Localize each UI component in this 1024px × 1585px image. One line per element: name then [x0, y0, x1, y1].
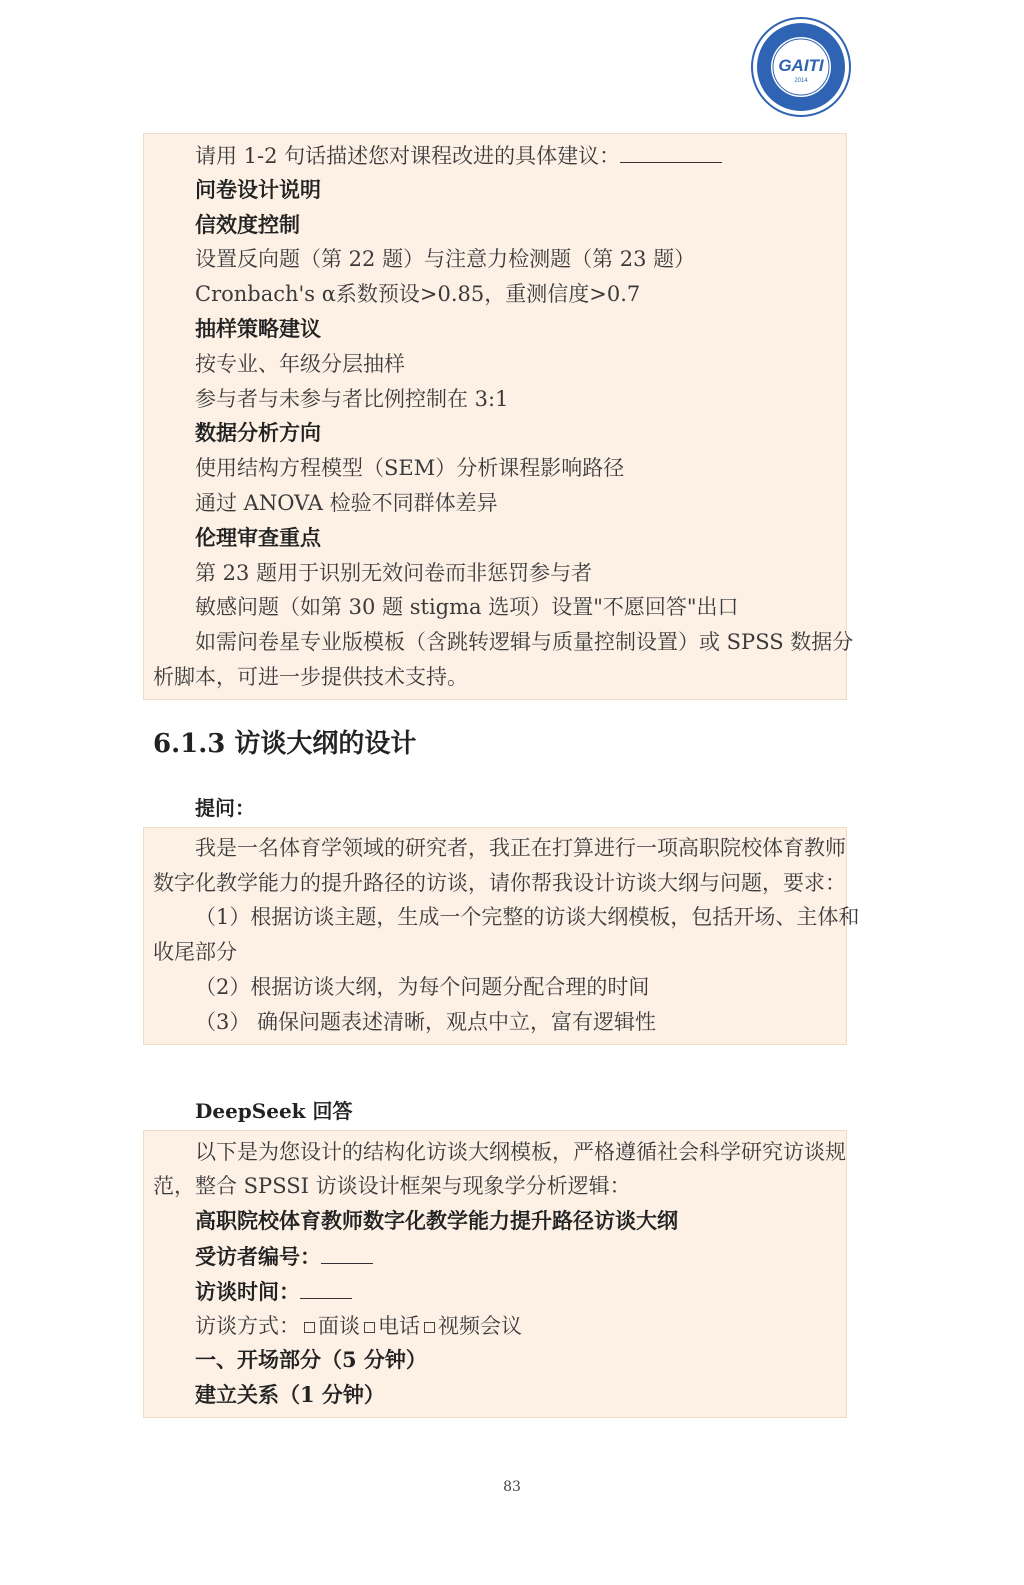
box2-line: （3） 确保问题表述清晰，观点中立，富有逻辑性 — [195, 1010, 657, 1034]
box1-line: 请用 1-2 句话描述您对课程改进的具体建议： — [195, 142, 722, 169]
logo-text: GAITI — [778, 56, 824, 75]
box1-subheading: 问卷设计说明 — [195, 177, 321, 202]
box1-line: Cronbach's α系数预设>0.85，重测信度>0.7 — [195, 282, 641, 306]
box1-subheading: 抽样策略建议 — [195, 316, 321, 341]
box1-line: 参与者与未参与者比例控制在 3:1 — [195, 387, 509, 411]
box1-line: 析脚本，可进一步提供技术支持。 — [153, 665, 468, 689]
page-number: 83 — [503, 1479, 521, 1495]
gaiti-logo — [750, 16, 852, 118]
box3-subheading: 建立关系（1 分钟） — [195, 1382, 385, 1407]
box1-line: 使用结构方程模型（SEM）分析课程影响路径 — [195, 456, 625, 480]
box1-line: 按专业、年级分层抽样 — [195, 352, 405, 376]
box1-line: 设置反向题（第 22 题）与注意力检测题（第 23 题） — [195, 247, 696, 271]
box1-line: 敏感问题（如第 30 题 stigma 选项）设置"不愿回答"出口 — [195, 595, 739, 619]
checkbox-icon — [424, 1322, 435, 1333]
box1-line: 如需问卷星专业版模板（含跳转逻辑与质量控制设置）或 SPSS 数据分 — [195, 630, 854, 654]
logo-year: 2014 — [794, 78, 808, 84]
box1-subheading: 信效度控制 — [195, 212, 300, 237]
box1-line: 第 23 题用于识别无效问卷而非惩罚参与者 — [195, 561, 593, 585]
box2-line: 我是一名体育学领域的研究者，我正在打算进行一项高职院校体育教师 — [195, 836, 846, 860]
box3-field: 受访者编号： — [195, 1243, 373, 1270]
question-label: 提问： — [195, 796, 255, 820]
box1-subheading: 数据分析方向 — [195, 420, 321, 445]
checkbox-icon — [364, 1322, 375, 1333]
section-heading: 6.1.3 访谈大纲的设计 — [153, 729, 417, 759]
box3-line: 以下是为您设计的结构化访谈大纲模板，严格遵循社会科学研究访谈规 — [195, 1140, 846, 1164]
box2-line: 收尾部分 — [153, 940, 237, 964]
box3-field: 访谈方式： 面谈 电话 视频会议 — [195, 1314, 522, 1338]
box3-field: 访谈时间： — [195, 1278, 352, 1305]
box2-line: 数字化教学能力的提升路径的访谈，请你帮我设计访谈大纲与问题，要求： — [153, 871, 846, 895]
box3-line: 范，整合 SPSSI 访谈设计框架与现象学分析逻辑： — [153, 1174, 631, 1198]
box1-subheading: 伦理审查重点 — [195, 525, 321, 550]
box2-line: （1）根据访谈主题，生成一个完整的访谈大纲模板，包括开场、主体和 — [195, 905, 860, 929]
box2-line: （2）根据访谈大纲，为每个问题分配合理的时间 — [195, 975, 650, 999]
answer-label: DeepSeek 回答 — [195, 1099, 353, 1123]
checkbox-icon — [304, 1322, 315, 1333]
box3-title: 高职院校体育教师数字化教学能力提升路径访谈大纲 — [195, 1208, 678, 1233]
box3-subheading: 一、开场部分（5 分钟） — [195, 1347, 427, 1372]
box1-line: 通过 ANOVA 检验不同群体差异 — [195, 491, 498, 515]
